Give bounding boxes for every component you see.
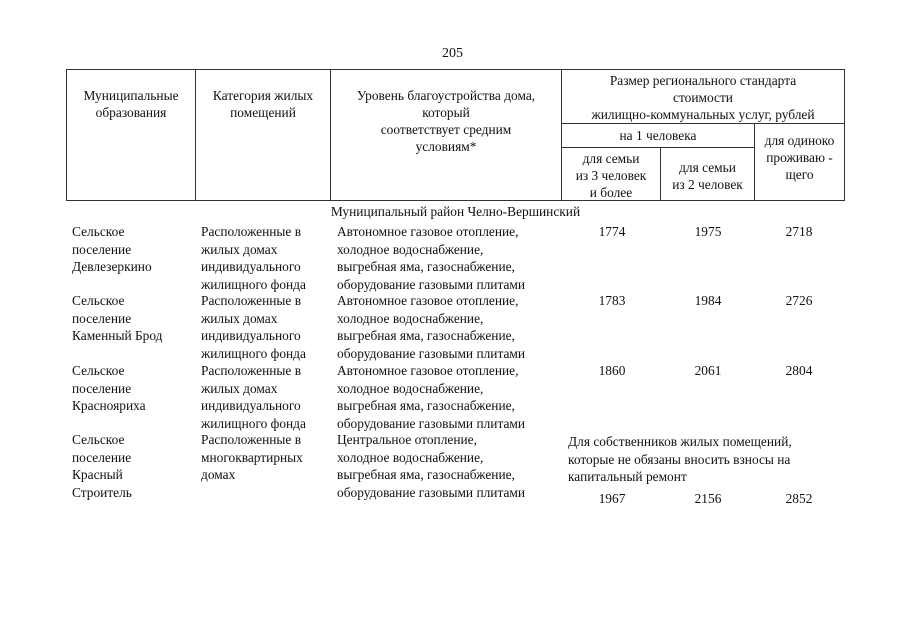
header-right-border: [844, 69, 845, 201]
row-category: Расположенные в жилых домах индивидуального жилищного фонда: [201, 293, 306, 361]
divider-standard: [561, 123, 845, 124]
row-category: Расположенные в многоквартирных домах: [201, 432, 303, 482]
row-category: Расположенные в жилых домах индивидуального жилищного фонда: [201, 363, 306, 431]
row-municipality: Сельское поселение Каменный Брод: [72, 293, 163, 343]
divider-col3: [561, 69, 562, 201]
header-bottom-border: [66, 200, 845, 201]
row-municipality: Сельское поселение Краснояриха: [72, 363, 146, 413]
row-single-value: 2718: [785, 224, 813, 239]
header-category: Категория жилых помещений: [212, 88, 314, 120]
divider-single: [754, 123, 755, 201]
header-left-border: [66, 69, 67, 201]
header-family3: для семьи из 3 человек и более: [575, 151, 647, 200]
row-family3-value: 1967: [598, 491, 626, 506]
row-level: Центральное отопление, холодное водоснабжение, выгребная яма, газоснабжение, оборудование газовыми плитами: [337, 432, 526, 500]
row-level: Автономное газовое отопление, холодное водоснабжение, выгребная яма, газоснабжение, оборудование газовыми плитами: [337, 363, 526, 431]
row-single-value: 2804: [785, 363, 813, 378]
divider-col1: [195, 69, 196, 201]
row-family2-value: 2061: [694, 363, 722, 378]
header-family2: для семьи из 2 человек: [672, 160, 743, 192]
row-municipality: Сельское поселение Девлезеркино: [72, 224, 152, 274]
header-standard: Размер регионального стандарта стоимости жилищно-коммунальных услуг, рублей: [591, 73, 815, 122]
row-level: Автономное газовое отопление, холодное водоснабжение, выгребная яма, газоснабжение, оборудование газовыми плитами: [337, 293, 526, 361]
row-category: Расположенные в жилых домах индивидуального жилищного фонда: [201, 224, 306, 292]
header-single: для одиноко проживаю - щего: [764, 133, 835, 182]
page-number: 205: [442, 46, 463, 61]
district-title: Муниципальный район Челно-Вершинский: [330, 204, 581, 219]
row-family2-value: 1975: [694, 224, 722, 239]
row-family2-value: 2156: [694, 491, 722, 506]
row-note: Для собственников жилых помещений, которые не обязаны вносить взносы на капитальный ремонт: [568, 434, 792, 484]
row-family3-value: 1860: [598, 363, 626, 378]
divider-col2: [330, 69, 331, 201]
row-municipality: Сельское поселение Красный Строитель: [72, 432, 132, 500]
header-level: Уровень благоустройства дома, который соответствует средним условиям*: [356, 88, 536, 154]
header-top-border: [66, 69, 845, 70]
row-single-value: 2852: [785, 491, 813, 506]
row-family2-value: 1984: [694, 293, 722, 308]
row-single-value: 2726: [785, 293, 813, 308]
row-level: Автономное газовое отопление, холодное водоснабжение, выгребная яма, газоснабжение, оборудование газовыми плитами: [337, 224, 526, 292]
divider-per-person: [561, 147, 754, 148]
row-family3-value: 1774: [598, 224, 626, 239]
header-per-person: на 1 человека: [619, 128, 697, 143]
table-header: [66, 69, 845, 201]
row-family3-value: 1783: [598, 293, 626, 308]
divider-family3: [660, 147, 661, 201]
header-municipality: Муниципальные образования: [83, 88, 179, 120]
